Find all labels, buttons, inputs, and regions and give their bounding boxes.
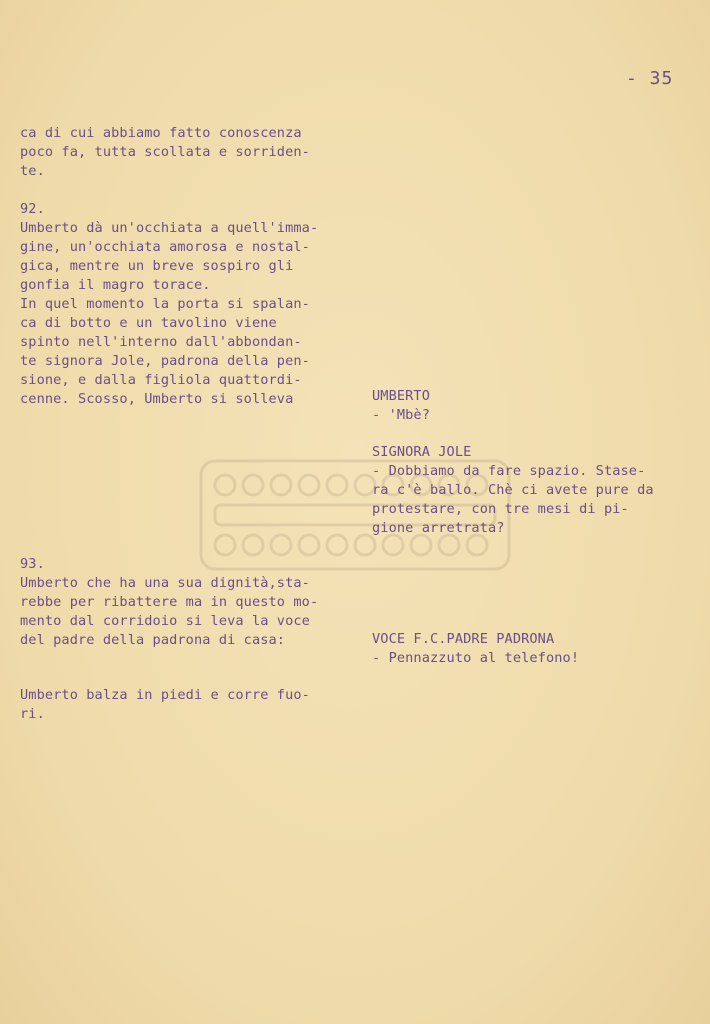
paragraph-scene-93: 93. Umberto che ha una sua dignità,sta- rebbe per ribattere ma in questo mo- mento dal corridoio si leva la voce del padre della padrona di casa:: [20, 556, 319, 648]
paragraph-scene-intro: ca di cui abbiamo fatto conoscenza poco fa, tutta scollata e sorriden- te.: [20, 125, 310, 179]
page-number: - 35: [626, 68, 674, 89]
dialogue-umberto: UMBERTO - 'Mbè?: [372, 388, 430, 423]
dialogue-voce-padre-padrona: VOCE F.C.PADRE PADRONA - Pennazzuto al telefono!: [372, 631, 580, 666]
paragraph-scene-92: 92. Umberto dà un'occhiata a quell'imma- gine, un'occhiata amorosa e nostal- gica, mentre un breve sospiro gli gonfia il magro torace. In quel momento la porta si spalan- ca di botto e un tavolino viene spinto nell'interno dall'abbondan- te signora Jole, padrona della pen- sione, e dalla figliola quattordi- cenne. Scosso, Umberto si solleva: [20, 201, 319, 407]
paragraph-umberto-exit: Umberto balza in piedi e corre fuo- ri.: [20, 687, 310, 722]
dialogue-signora-jole: SIGNORA JOLE - Dobbiamo da fare spazio. Stase- ra c'è ballo. Chè ci avete pure da protestare, con tre mesi di pi- gione arretrata?: [372, 444, 654, 536]
